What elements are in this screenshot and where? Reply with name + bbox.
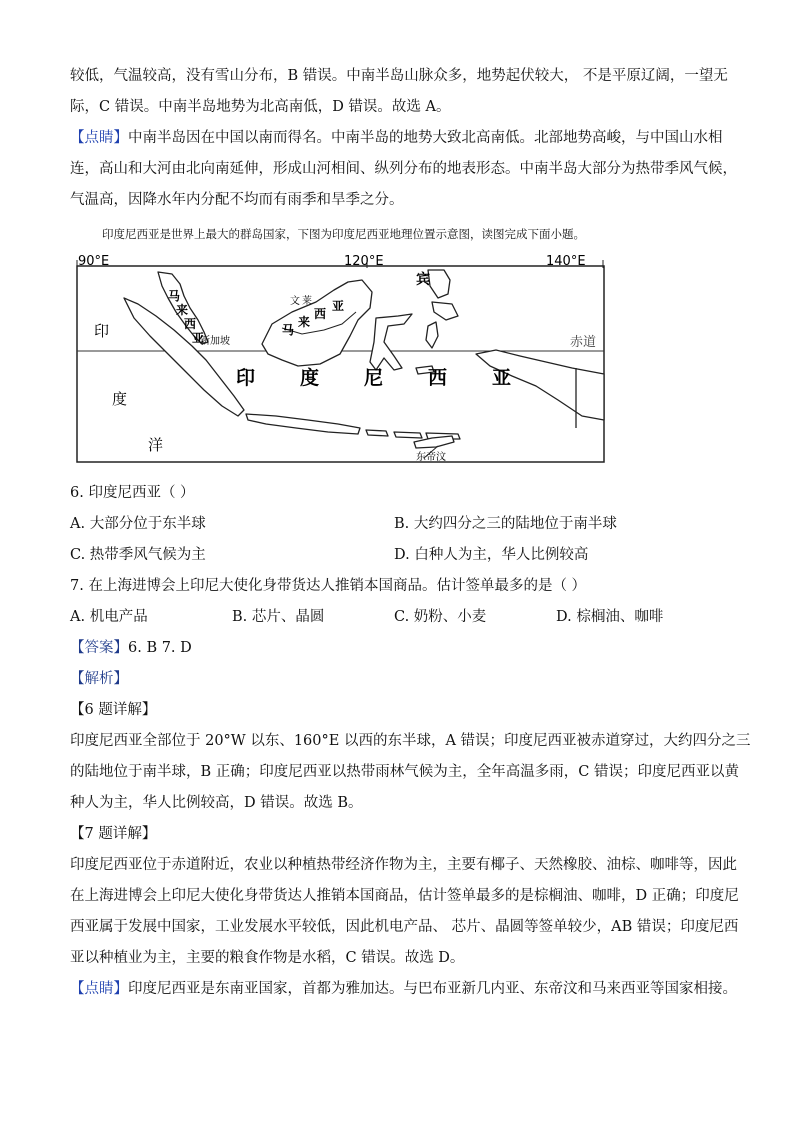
q6-stem: 6. 印度尼西亚（ ）: [70, 485, 195, 501]
answer-text: 6. B 7. D: [128, 640, 192, 656]
q6-option-b: B. 大约四分之三的陆地位于南半球: [394, 516, 617, 532]
malaysia-east-char: 西: [314, 307, 327, 321]
brunei-label: 文: [290, 296, 300, 307]
q6-detail-line: 印度尼西亚全部位于 20°W 以东、160°E 以西的东半球，A 错误；印度尼西亚被赤道穿过，大约四分之三: [70, 733, 751, 749]
lon-label-90: 90°E: [78, 254, 110, 269]
point-text: 印度尼西亚是东南亚国家，首都为雅加达。与巴布亚新几内亚、东帝汶和马来西亚等国家相接。: [128, 981, 737, 997]
country-char: 度: [300, 367, 320, 389]
q7-detail-line: 西亚属于发展中国家，工业发展水平较低，因此机电产品、 芯片、晶圆等签单较少，AB 错误；印度尼西: [70, 919, 739, 935]
point-tag: 【点睛】: [70, 981, 128, 997]
malaysia-east-char: 亚: [332, 299, 345, 313]
prev-analysis-line: 际，C 错误。中南半岛地势为北高南低，D 错误。故选 A。: [70, 99, 451, 115]
ocean-char: 印: [94, 322, 110, 340]
malaysia-west-char: 西: [184, 317, 197, 331]
q7-detail-line: 在上海进博会上印尼大使化身带货达人推销本国商品，估计签单最多的是棕榈油、咖啡，D 正确；印度尼: [70, 888, 739, 904]
q7-stem: 7. 在上海进博会上印尼大使化身带货达人推销本国商品。估计签单最多的是（ ）: [70, 578, 587, 594]
q7-detail-title: 【7 题详解】: [70, 826, 157, 842]
indonesia-map: [76, 250, 606, 464]
q7-option-b: B. 芯片、晶圆: [232, 609, 325, 625]
prev-analysis-line: 较低，气温较高，没有雪山分布，B 错误。中南半岛山脉众多，地势起伏较大， 不是平原辽阔，一望无: [70, 68, 728, 84]
q7-option-d: D. 棕榈油、咖啡: [556, 609, 664, 625]
point-line: 气温高，因降水年内分配不均而有雨季和旱季之分。: [70, 192, 404, 208]
point-text: 中南半岛因在中国以南而得名。中南半岛的地势大致北高南低。北部地势高峻，与中国山水相: [128, 130, 723, 146]
point-paragraph: [70, 979, 737, 999]
answer-tag: 【答案】: [70, 640, 128, 656]
q7-detail-line: 亚以种植业为主，主要的粮食作物是水稻，C 错误。故选 D。: [70, 950, 465, 966]
country-char: 亚: [492, 367, 512, 389]
q6-detail-line: 种人为主，华人比例较高，D 错误。故选 B。: [70, 795, 363, 811]
lon-label-120: 120°E: [344, 254, 384, 269]
malaysia-east-char: 马: [282, 323, 295, 337]
bali-lombok: [366, 430, 388, 436]
country-char: 西: [428, 367, 448, 389]
sumbawa: [394, 432, 422, 438]
equator-label: 赤道: [570, 335, 597, 350]
q7-option-c: C. 奶粉、小麦: [394, 609, 487, 625]
brunei-label: 莱: [302, 296, 312, 307]
point-line: 连，高山和大河由北向南延伸，形成山河相间、纵列分布的地表形态。中南半岛大部分为热带季风气候，: [70, 161, 737, 177]
q7-option-a: A. 机电产品: [70, 609, 148, 625]
q7-detail-line: 印度尼西亚位于赤道附近，农业以种植热带经济作物为主，主要有椰子、天然橡胶、油棕、咖啡等，因此: [70, 857, 737, 873]
q6-option-a: A. 大部分位于东半球: [70, 516, 206, 532]
malaysia-west-char: 亚: [192, 331, 205, 345]
q6-option-d: D. 白种人为主，华人比例较高: [394, 547, 589, 563]
q6-detail-title: 【6 题详解】: [70, 702, 157, 718]
malaysia-west-char: 马: [168, 289, 181, 303]
point-paragraph: [70, 128, 723, 148]
analysis-tag: 【解析】: [70, 671, 128, 687]
malaysia-east-char: 来: [298, 315, 311, 329]
map-intro: 印度尼西亚是世界上最大的群岛国家，下图为印度尼西亚地理位置示意图，读图完成下面小题。: [102, 227, 585, 241]
ocean-char: 度: [112, 390, 128, 408]
country-char: 印: [236, 367, 256, 389]
q6-option-c: C. 热带季风气候为主: [70, 547, 206, 563]
philippines-label: 宾: [416, 272, 430, 288]
ocean-char: 洋: [148, 436, 164, 454]
q6-detail-line: 的陆地位于南半球，B 正确；印度尼西亚以热带雨林气候为主，全年高温多雨，C 错误；印度尼西亚以黄: [70, 764, 739, 780]
lon-label-140: 140°E: [546, 254, 586, 269]
point-tag: 【点睛】: [70, 130, 128, 146]
singapore-label: 新加坡: [200, 336, 230, 347]
timor-label: 东帝汶: [416, 452, 446, 463]
malaysia-west-char: 来: [176, 303, 189, 317]
country-char: 尼: [364, 367, 384, 389]
answer-line: [70, 638, 192, 658]
